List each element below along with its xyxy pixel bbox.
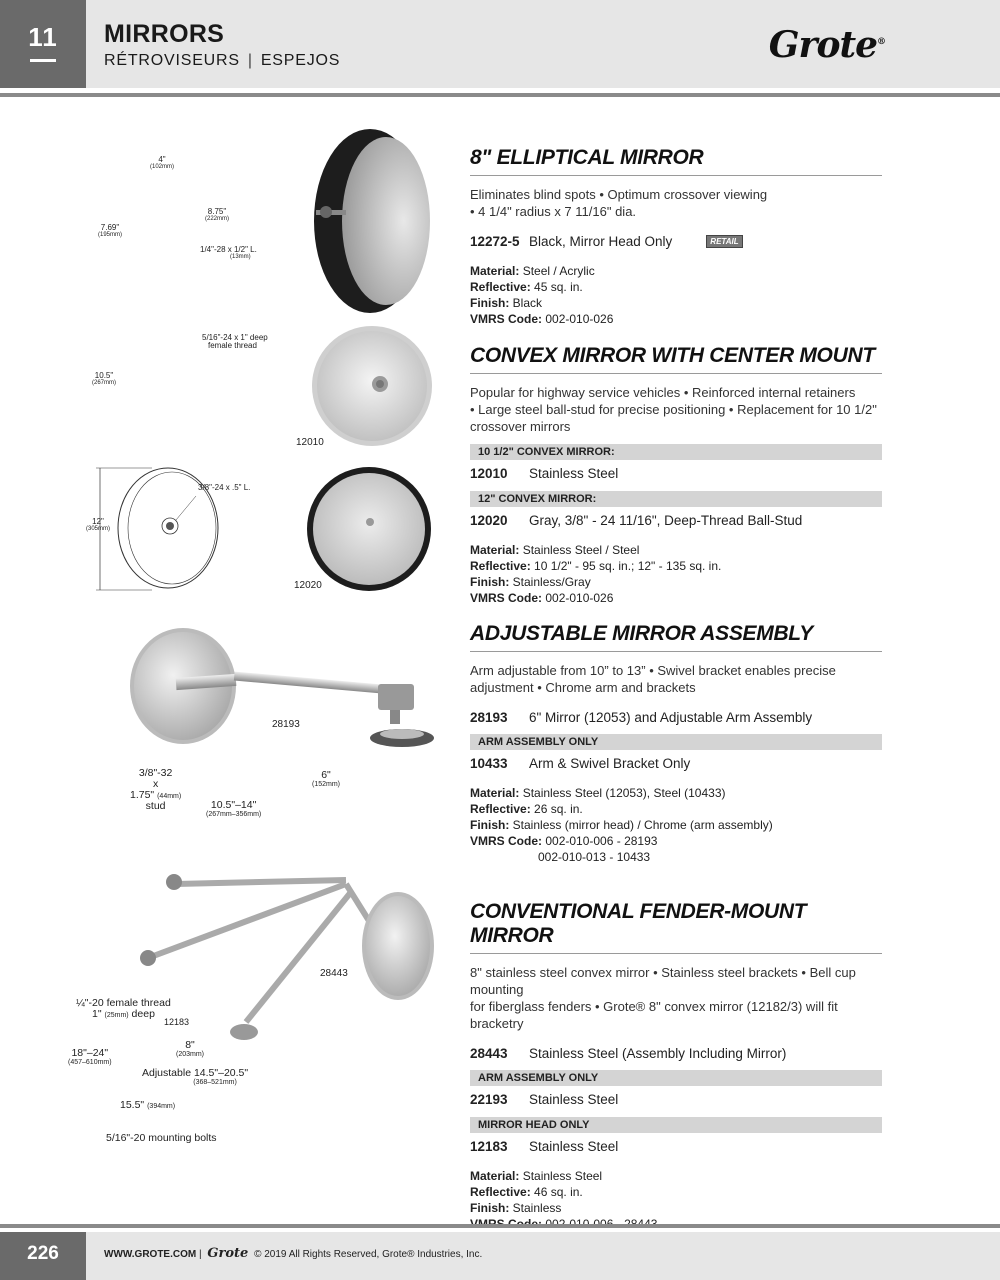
dim-arm-length: 10.5"–14" (267mm–356mm) xyxy=(206,799,262,819)
footer-rule xyxy=(0,1224,1000,1228)
subtitle-divider: | xyxy=(247,52,253,69)
page-header xyxy=(0,0,1000,88)
product-adjustable-mirror xyxy=(470,622,882,865)
dim-span: 18"–24" (457–610mm) xyxy=(68,1047,112,1067)
product-title: 8" ELLIPTICAL MIRROR xyxy=(470,146,882,176)
part-number: 28443 xyxy=(470,1046,508,1061)
subtitle-spanish: ESPEJOS xyxy=(260,52,341,69)
part-description: Stainless Steel (Assembly Including Mirror) xyxy=(529,1046,787,1061)
grote-footer-logo: Grote xyxy=(207,1246,249,1261)
subtitle-french: RÉTROVISEURS xyxy=(104,52,240,69)
part-row-12010 xyxy=(470,466,882,481)
dim-diameter-12in: 12" (305mm) xyxy=(86,517,111,533)
part-label-28193: 28193 xyxy=(272,719,300,730)
dim-adjustable-length: Adjustable 14.5"–20.5" (368–521mm) xyxy=(142,1067,249,1087)
page-title: MIRRORS xyxy=(104,20,225,48)
convex-mirror-12010-image xyxy=(312,322,434,450)
product-specs: Material: Stainless Steel Reflective: 46 sq. in. Finish: Stainless xyxy=(470,1169,603,1215)
part-number: 12272-5 xyxy=(470,234,520,249)
part-number: 22193 xyxy=(470,1092,508,1107)
chapter-underline xyxy=(30,59,56,62)
part-description: Stainless Steel xyxy=(529,1139,619,1154)
part-label-12183: 12183 xyxy=(164,1017,190,1027)
product-specs: Material: Stainless Steel (12053), Steel (10433) Reflective: 26 sq. in. Finish: Stainless (mirror head) / Chrome (arm assembly) VMRS Code: 002-010-006 - 28193 002-010-013 - 10433 xyxy=(470,786,773,864)
adjustable-mirror-image xyxy=(128,626,438,756)
product-specs: Material: Steel / Acrylic Reflective: 45 sq. in. Finish: Black VMRS Code: 002-010-026 xyxy=(470,264,614,326)
product-fender-mount-mirror xyxy=(470,900,882,1264)
dim-mirror-diameter: 6" (152mm) xyxy=(312,769,341,789)
product-convex-mirror xyxy=(470,344,882,606)
part-number: 10433 xyxy=(470,756,508,771)
section-band-mirror-head: MIRROR HEAD ONLY xyxy=(470,1117,882,1133)
part-row-22193 xyxy=(470,1092,882,1107)
product-title: ADJUSTABLE MIRROR ASSEMBLY xyxy=(470,622,882,652)
dim-fender-mirror-diameter: 8" (203mm) xyxy=(176,1039,205,1059)
section-band-10in: 10 1/2" CONVEX MIRROR: xyxy=(470,444,882,460)
page-number: 226 xyxy=(0,1232,86,1280)
elliptical-mirror-image xyxy=(300,128,450,314)
website-link[interactable]: WWW.GROTE.COM xyxy=(104,1249,197,1260)
part-number: 12183 xyxy=(470,1139,508,1154)
retail-badge: RETAIL xyxy=(706,235,742,248)
product-title: CONVENTIONAL FENDER-MOUNT MIRROR xyxy=(470,900,882,954)
part-description: Stainless Steel xyxy=(529,466,619,481)
chapter-number: 11 xyxy=(28,22,58,52)
dim-stud: 1/4"-28 x 1/2" L. (13mm) xyxy=(200,245,257,261)
dim-mounting-bolts: 5/16"-20 mounting bolts xyxy=(106,1132,217,1144)
dim-thread: 5/16"-24 x 1" deep female thread xyxy=(202,333,268,351)
part-number: 12020 xyxy=(470,513,508,528)
footer-text: WWW.GROTE.COM | Grote © 2019 All Rights Reserved, Grote® Industries, Inc. xyxy=(104,1246,483,1261)
dim-female-thread: ¼"-20 female thread 1" (25mm) deep xyxy=(76,997,171,1021)
product-specs: Material: Stainless Steel / Steel Reflective: 10 1/2" - 95 sq. in.; 12" - 135 sq. in. Finish: Stainless/Gray VMRS Code: 002-010-026 xyxy=(470,543,722,605)
product-description: 8" stainless steel convex mirror • Stainless steel brackets • Bell cup mounting for fiberglass fenders • Grote® 8" convex mirror (12182/3) will fit bracketry xyxy=(470,965,856,1031)
product-description: Eliminates blind spots • Optimum crossover viewing • 4 1/4" radius x 7 11/16" dia. xyxy=(470,187,768,219)
product-description: Popular for highway service vehicles • Reinforced internal retainers • Large steel ball-stud for precise positioning • Replacement for 10 1/2" crossover mirrors xyxy=(470,385,877,434)
dim-width: 4" (102mm) xyxy=(150,155,175,171)
part-label-12020: 12020 xyxy=(294,580,322,591)
dim-height: 8.75" (222mm) xyxy=(205,207,230,223)
part-row-10433 xyxy=(470,756,882,771)
part-label-12010: 12010 xyxy=(296,437,324,448)
section-band-12in: 12" CONVEX MIRROR: xyxy=(470,491,882,507)
part-description: Arm & Swivel Bracket Only xyxy=(529,756,691,771)
part-row-12272-5 xyxy=(470,234,882,249)
part-description: Black, Mirror Head Only xyxy=(529,234,673,249)
page-footer xyxy=(0,1232,1000,1280)
section-band-arm: ARM ASSEMBLY ONLY xyxy=(470,734,882,750)
part-label-28443: 28443 xyxy=(320,968,348,979)
part-description: Stainless Steel xyxy=(529,1092,619,1107)
dim-stud-12in: 3/8"-24 x .5" L. xyxy=(198,483,251,492)
dim-length: 7.69" (195mm) xyxy=(98,223,123,239)
dim-stud-adjustable: 3/8"-32 x 1.75" (44mm) stud xyxy=(130,767,182,813)
part-row-12183 xyxy=(470,1139,882,1154)
product-description: Arm adjustable from 10” to 13” • Swivel bracket enables precise adjustment • Chrome arm and brackets xyxy=(470,663,836,695)
part-row-28443 xyxy=(470,1046,882,1061)
part-description: 6" Mirror (12053) and Adjustable Arm Assembly xyxy=(529,710,813,725)
dim-base: 15.5" (394mm) xyxy=(120,1099,176,1111)
part-description: Gray, 3/8" - 24 11/16", Deep-Thread Ball-Stud xyxy=(529,513,803,528)
product-elliptical-mirror xyxy=(470,146,882,327)
convex-mirror-12020-image xyxy=(306,466,432,592)
chapter-tab xyxy=(0,0,86,88)
dim-diameter: 10.5" (267mm) xyxy=(92,371,117,387)
grote-logo: Grote® xyxy=(768,24,885,66)
part-row-28193 xyxy=(470,710,882,725)
page-subtitle xyxy=(104,52,340,70)
section-band-arm: ARM ASSEMBLY ONLY xyxy=(470,1070,882,1086)
part-row-12020 xyxy=(470,513,882,528)
product-title: CONVEX MIRROR WITH CENTER MOUNT xyxy=(470,344,882,374)
part-number: 28193 xyxy=(470,710,508,725)
part-number: 12010 xyxy=(470,466,508,481)
header-rule xyxy=(0,93,1000,97)
copyright-text: © 2019 All Rights Reserved, Grote® Industries, Inc. xyxy=(254,1249,483,1260)
